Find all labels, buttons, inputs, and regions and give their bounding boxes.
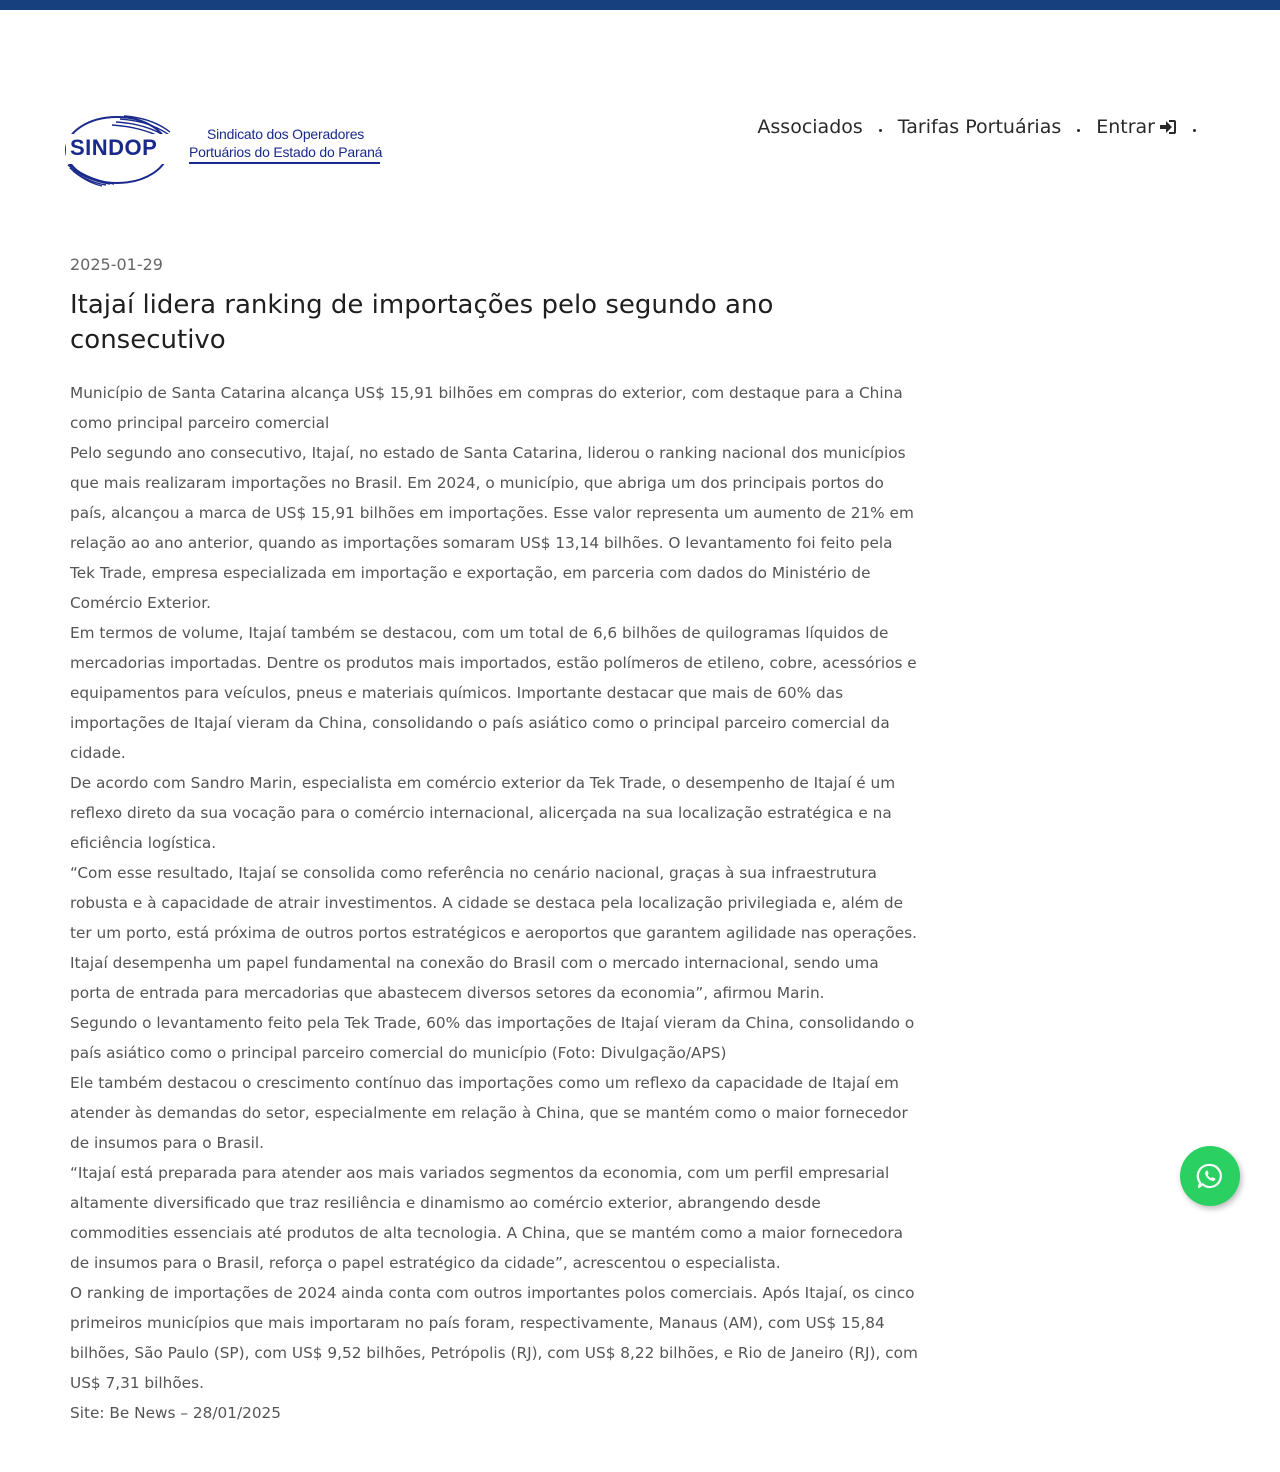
top-accent-bar (0, 0, 1280, 10)
logo-line-2: Portuários do Estado do Paraná (189, 144, 383, 160)
nav-tarifas-portuarias[interactable]: Tarifas Portuárias (897, 116, 1062, 138)
whatsapp-button[interactable] (1180, 1146, 1240, 1206)
main-nav (757, 116, 1212, 138)
article (70, 252, 920, 1428)
article-paragraph: De acordo com Sandro Marin, especialista em comércio exterior da Tek Trade, o desempenho de Itajaí é um reflexo direto da sua vocação para o comércio internacional, alicerçada na sua localização estratégica e na eficiência logística. (70, 774, 896, 852)
nav-entrar-label: Entrar (1096, 116, 1155, 138)
article-paragraph: Ele também destacou o crescimento contínuo das importações como um reflexo da capacidade de Itajaí em atender às demandas do setor, especialmente em relação à China, que se mantém como o maior fornecedor de insumos para o Brasil. (70, 1074, 908, 1152)
logo-line-1: Sindicato dos Operadores (207, 126, 365, 142)
nav-entrar[interactable] (1096, 116, 1177, 138)
article-body (70, 378, 920, 1428)
article-paragraph: Segundo o levantamento feito pela Tek Trade, 60% das importações de Itajaí vieram da China, consolidando o país asiático como o principal parceiro comercial do município (Foto: Divulgação/APS) (70, 1014, 915, 1062)
article-paragraph: “Com esse resultado, Itajaí se consolida como referência no cenário nacional, graças à sua infraestrutura robusta e à capacidade de atrair investimentos. A cidade se destaca pela localização privilegiada e, além de ter um porto, está próxima de outros portos estratégicos e aeroportos que garantem agilidade nas operações. Itajaí desempenha um papel fundamental na conexão do Brasil com o mercado internacional, sendo uma porta de entrada para mercadorias que abastecem diversos setores da economia”, afirmou Marin. (70, 864, 917, 1002)
logo-underline (189, 162, 380, 164)
article-paragraph: O ranking de importações de 2024 ainda conta com outros importantes polos comerciais. Após Itajaí, os cinco primeiros municípios que mais importaram no país foram, respectivamente, Manaus (AM), com US$ 15,84 bilhões, São Paulo (SP), com US$ 9,52 bilhões, Petrópolis (RJ), com US$ 8,22 bilhões, e Rio de Janeiro (RJ), com US$ 7,31 bilhões. (70, 1284, 918, 1392)
article-paragraph: Município de Santa Catarina alcança US$ 15,91 bilhões em compras do exterior, com destaque para a China como principal parceiro comercial (70, 384, 903, 432)
article-paragraph: Pelo segundo ano consecutivo, Itajaí, no estado de Santa Catarina, liderou o ranking nacional dos municípios que mais realizaram importações no Brasil. Em 2024, o município, que abriga um dos principais portos do país, alcançou a marca de US$ 15,91 bilhões em importações. Esse valor representa um aumento de 21% em relação ao ano anterior, quando as importações somaram US$ 13,14 bilhões. O levantamento foi feito pela Tek Trade, empresa especializada em importação e exportação, em parceria com dados do Ministério de Comércio Exterior. (70, 444, 914, 612)
article-paragraph: “Itajaí está preparada para atender aos mais variados segmentos da economia, com um perfil empresarial altamente diversificado que traz resiliência e dinamismo ao comércio exterior, abrangendo desde commodities essenciais até produtos de alta tecnologia. A China, que se mantém como a maior fornecedora de insumos para o Brasil, reforça o papel estratégico da cidade”, acrescentou o especialista. (70, 1164, 903, 1272)
nav-separator (879, 129, 882, 132)
logo-acronym: SINDOP (70, 135, 158, 160)
nav-separator (1077, 129, 1080, 132)
nav-separator (1193, 129, 1196, 132)
nav-associados[interactable]: Associados (757, 116, 863, 138)
sign-in-icon (1159, 119, 1177, 135)
article-source: Site: Be News – 28/01/2025 (70, 1404, 282, 1422)
article-date: 2025-01-29 (70, 255, 163, 274)
article-title: Itajaí lidera ranking de importações pelo segundo ano consecutivo (70, 290, 774, 355)
whatsapp-icon (1196, 1162, 1224, 1190)
site-logo[interactable] (64, 112, 384, 188)
article-paragraph: Em termos de volume, Itajaí também se destacou, com um total de 6,6 bilhões de quilogramas líquidos de mercadorias importadas. Dentre os produtos mais importados, estão polímeros de etileno, cobre, acessórios e equipamentos para veículos, pneus e materiais químicos. Importante destacar que mais de 60% das importações de Itajaí vieram da China, consolidando o país asiático como o principal parceiro comercial da cidade. (70, 624, 917, 762)
